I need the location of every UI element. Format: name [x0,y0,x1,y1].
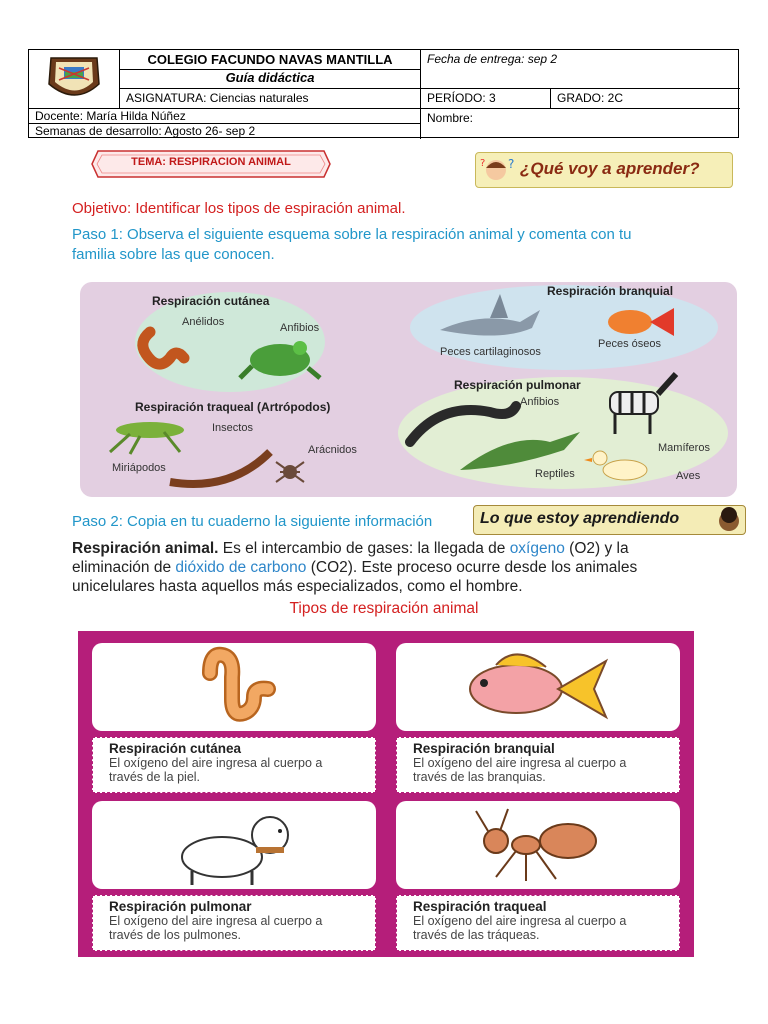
card-image-branquial [396,643,680,731]
card-image-cutanea [92,643,376,731]
oxygen-term: oxígeno [509,540,565,557]
svg-text:?: ? [480,158,486,169]
learning-banner-text: Lo que estoy aprendiendo [480,510,680,527]
name-field[interactable]: Nombre: [427,111,474,125]
definition-term: Respiración animal. [72,540,219,557]
definition-part-3: (CO2). Este proceso ocurre desde los animales unicelulares hasta aquellos más especializados, como el hombre. [72,559,638,595]
label-cartilaginosos: Peces cartilaginosos [440,346,541,358]
period: PERÍODO: 3 [421,89,551,109]
card-title-pulmonar: Respiración pulmonar [109,899,252,914]
label-cutanea: Respiración cutánea [152,294,270,308]
label-traqueal: Respiración traqueal (Artrópodos) [135,400,331,414]
zebra-icon [610,374,676,434]
worm-icon [143,332,184,364]
card-title-branquial: Respiración branquial [413,741,555,756]
card-desc-pulmonar: El oxígeno del aire ingresa al cuerpo a través de los pulmones. [109,914,323,942]
label-anfibios-1: Anfibios [280,322,320,334]
step1-line2: familia sobre las que conocen. [72,246,275,263]
dog-icon [92,801,376,889]
svg-text:?: ? [508,157,515,171]
step1-line1: Paso 1: Observa el siguiente esquema sobre la respiración animal y comenta con tu [72,226,632,243]
card-title-cutanea: Respiración cutánea [109,741,242,756]
school-logo [29,50,120,109]
label-reptiles: Reptiles [535,468,575,480]
frog-icon [240,341,320,378]
card-text-pulmonar [92,895,376,951]
step2: Paso 2: Copia en tu cuaderno la siguiente información [72,513,433,530]
subject: ASIGNATURA: Ciencias naturales [120,89,421,109]
learning-banner [473,505,746,535]
boy-icon [715,507,743,535]
grasshopper-icon [110,422,184,454]
topic-banner [90,147,332,181]
types-title: Tipos de respiración animal [289,600,479,617]
definition-part-1: Es el intercambio de gases: la llegada de [218,540,510,557]
respiration-scheme [80,282,737,497]
label-insectos: Insectos [212,422,253,434]
definition-part-2: (O2) y la eliminación de [72,540,629,576]
millipede-icon [170,452,270,484]
due-date: Fecha de entrega: sep 2 [421,50,740,89]
label-aracnidos: Arácnidos [308,444,357,456]
label-oseos: Peces óseos [598,338,661,350]
card-text-cutanea [92,737,376,793]
card-desc-branquial: El oxígeno del aire ingresa al cuerpo a través de las branquias. [413,756,627,784]
label-mamiferos: Mamíferos [658,442,710,454]
label-branquial: Respiración branquial [547,284,674,298]
guide-title: Guía didáctica [120,68,421,89]
weeks: Semanas de desarrollo: Agosto 26- sep 2 [29,124,421,139]
child-icon [478,154,520,188]
card-text-branquial [396,737,680,793]
card-image-pulmonar [92,801,376,889]
label-anelidos: Anélidos [182,316,225,328]
shark-icon [440,294,540,336]
card-desc-traqueal: El oxígeno del aire ingresa al cuerpo a través de las tráqueas. [413,914,627,942]
label-anfibios-2: Anfibios [520,396,560,408]
ant-icon [396,801,680,889]
co2-term: dióxido de carbono [175,559,307,576]
crocodile-icon [460,432,580,470]
fish-icon [608,308,674,336]
teacher: Docente: María Hilda Núñez [29,109,421,124]
school-name: COLEGIO FACUNDO NAVAS MANTILLA [120,50,421,70]
learn-banner-text: ¿Qué voy a aprender? [520,159,700,178]
salamander-icon [410,406,516,442]
card-desc-cutanea: El oxígeno del aire ingresa al cuerpo a través de la piel. [109,756,323,784]
header-table [28,49,739,138]
label-pulmonar: Respiración pulmonar [454,378,581,392]
types-panel [78,631,694,957]
worm-icon [92,643,376,731]
card-title-traqueal: Respiración traqueal [413,899,547,914]
label-aves: Aves [676,470,701,482]
grade: GRADO: 2C [551,89,740,109]
card-image-traqueal [396,801,680,889]
card-text-traqueal [396,895,680,951]
duck-icon [584,451,647,480]
spider-icon [276,462,304,482]
learn-banner [475,152,733,188]
objective: Objetivo: Identificar los tipos de espiración animal. [72,200,406,217]
definition-paragraph [72,539,692,596]
label-miriapodos: Miriápodos [112,462,166,474]
fish-icon [396,643,680,731]
topic-text: TEMA: RESPIRACION ANIMAL [131,156,291,168]
